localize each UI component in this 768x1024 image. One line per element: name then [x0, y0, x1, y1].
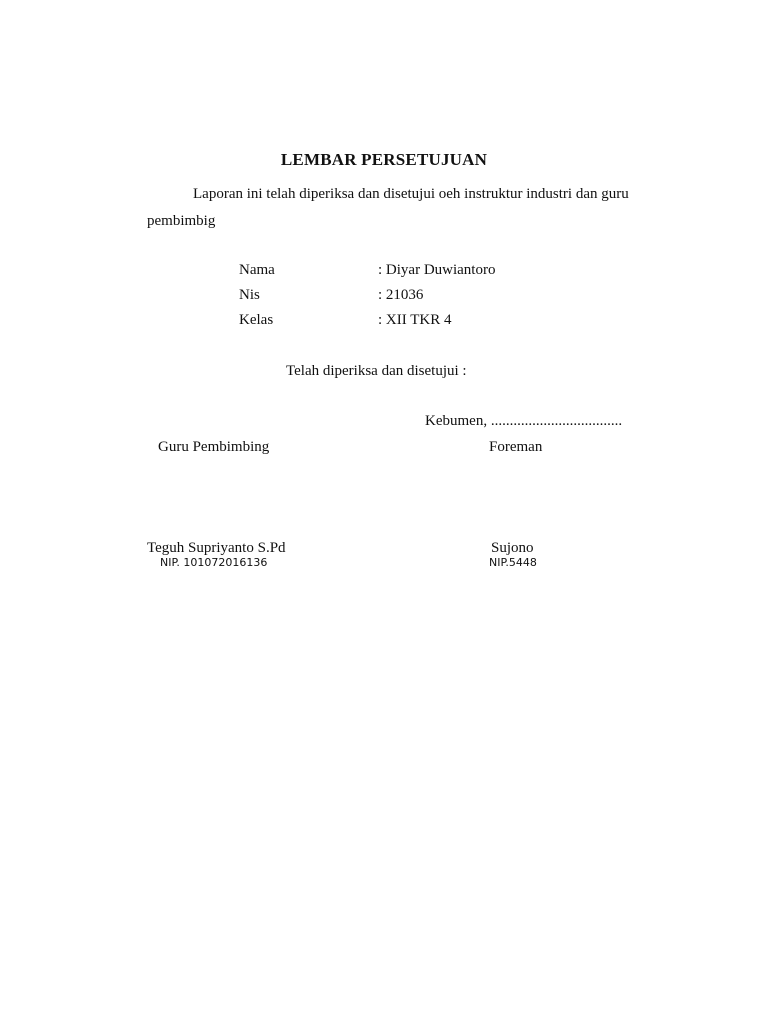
intro-paragraph-line-2: pembimbig [147, 213, 216, 229]
page-title: LEMBAR PERSETUJUAN [280, 150, 488, 169]
approval-statement: Telah diperiksa dan disetujui : [286, 363, 467, 379]
field-value-kelas: : XII TKR 4 [378, 312, 452, 328]
signatory-nip-right: NIP.5448 [489, 556, 537, 569]
signatory-name-left: Teguh Supriyanto S.Pd [147, 540, 286, 556]
signatory-name-right: Sujono [491, 540, 534, 556]
field-value-nama: : Diyar Duwiantoro [378, 262, 496, 278]
signatory-nip-left: NIP. 101072016136 [160, 556, 268, 569]
field-label-nis: Nis [239, 287, 260, 303]
signatory-role-guru-pembimbing: Guru Pembimbing [158, 439, 270, 455]
field-label-kelas: Kelas [239, 312, 274, 328]
intro-paragraph-line-1: Laporan ini telah diperiksa dan disetujui oeh instruktur industri dan guru [193, 186, 629, 202]
field-label-nama: Nama [239, 262, 275, 278]
signatory-role-foreman: Foreman [489, 439, 543, 455]
field-value-nis: : 21036 [378, 287, 424, 303]
place-date-line: Kebumen, ................................... [425, 413, 623, 429]
